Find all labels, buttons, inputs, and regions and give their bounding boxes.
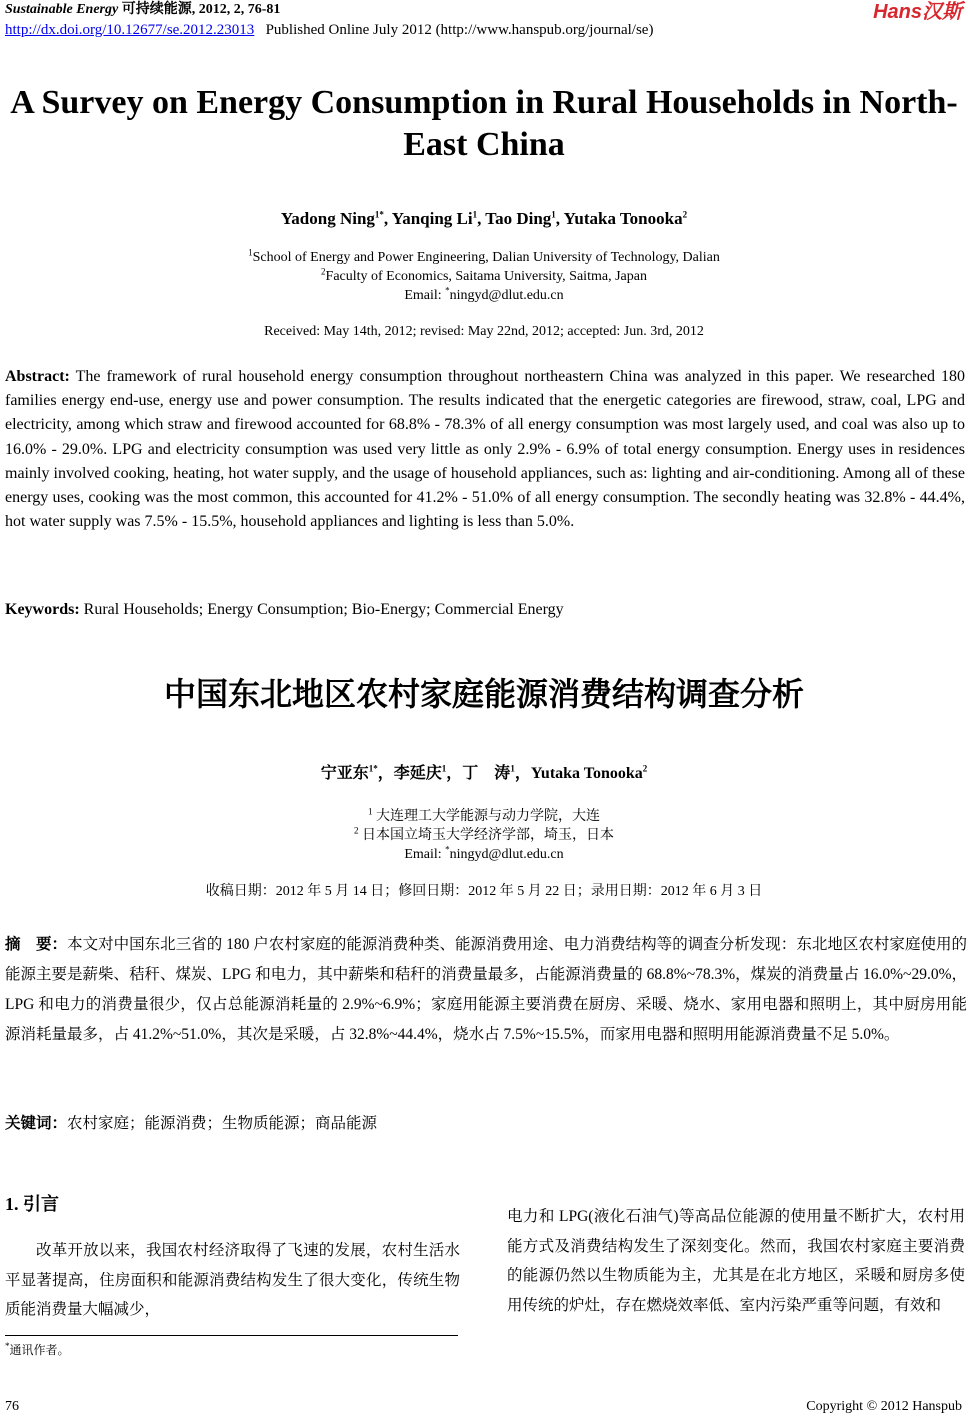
aff-1-sup: 1 bbox=[248, 247, 253, 258]
affiliation-1-cn bbox=[0, 807, 968, 826]
doi-line bbox=[5, 21, 653, 39]
footnote-sup: * bbox=[5, 1341, 10, 1351]
authors-cn bbox=[0, 763, 968, 785]
received-dates-en: Received: May 14th, 2012; revised: May 22nd, 2012; accepted: Jun. 3rd, 2012 bbox=[264, 324, 704, 339]
published-online: Published Online July 2012 (http://www.hanspub.org/journal/se) bbox=[265, 22, 654, 38]
publisher-logo: Hans汉斯 bbox=[873, 1, 962, 23]
author-cn-1: 宁亚东 bbox=[320, 765, 369, 782]
abstract-label: Abstract: bbox=[5, 368, 70, 385]
author-cn-4-sup: 2 bbox=[642, 763, 648, 774]
author-sep: ， bbox=[377, 765, 394, 782]
intro-right-column: 电力和 LPG(液化石油气)等高品位能源的使用量不断扩大，农村用能方式及消费结构发生了深刻变化。然而，我国农村家庭主要消费的能源仍然以生物质能为主，尤其是在北方地区，采暖和厨房多使用传统的炉灶，存在燃烧效率低、室内污染严重等问题，有效和 bbox=[507, 1208, 965, 1314]
author-4: Yutaka Tonooka bbox=[563, 209, 683, 228]
author-1: Yadong Ning bbox=[280, 209, 375, 228]
author-cn-3: 丁 涛 bbox=[462, 765, 511, 782]
affiliation-1-en bbox=[0, 248, 968, 267]
page-number: 76 bbox=[5, 1399, 19, 1414]
footnote-divider bbox=[5, 1335, 458, 1336]
paper-title-cn: 中国东北地区农村家庭能源消费结构调查分析 bbox=[163, 675, 804, 713]
author-cn-1-sup: 1* bbox=[368, 763, 378, 774]
email-address[interactable]: ningyd@dlut.edu.cn bbox=[449, 288, 564, 303]
email-address-cn[interactable]: ningyd@dlut.edu.cn bbox=[449, 847, 564, 862]
author-cn-4: Yutaka Tonooka bbox=[530, 765, 643, 782]
authors-en: Yadong Ning$^{1*}$, Yanqing Li$^1$, Tao Ding$^1$, Yutaka Tonooka$^2$ bbox=[280, 209, 688, 228]
author-4-sup: 2 bbox=[682, 209, 688, 220]
keywords-text: Rural Households; Energy Consumption; Bio-Energy; Commercial Energy bbox=[83, 601, 564, 618]
email-cn bbox=[0, 845, 968, 864]
abstract-cn-label: 摘 要： bbox=[5, 935, 68, 953]
email-sup: * bbox=[445, 285, 450, 296]
author-2: Yanqing Li bbox=[391, 209, 473, 228]
aff-cn-2-text: 日本国立埼玉大学经济学部，埼玉，日本 bbox=[362, 828, 614, 843]
journal-name: Sustainable Energy bbox=[5, 2, 119, 17]
paper-title-en: A Survey on Energy Consumption in Rural Households in North-East China bbox=[10, 84, 958, 163]
journal-issue: , 2012, 2, 76-81 bbox=[191, 2, 281, 17]
keywords-cn bbox=[5, 1111, 965, 1136]
aff-cn-1-text: 大连理工大学能源与动力学院，大连 bbox=[376, 809, 600, 824]
email-en bbox=[0, 286, 968, 305]
email-label-cn: Email: bbox=[404, 847, 446, 862]
received-dates-cn: 收稿日期：2012 年 5 月 14 日；修回日期：2012 年 5 月 22 日；录用日期：2012 年 6 月 3 日 bbox=[205, 884, 763, 899]
intro-left-column: 改革开放以来，我国农村经济取得了飞速的发展，农村生活水平显著提高，住房面积和能源消费结构发生了很大变化，传统生物质能消费量大幅减少， bbox=[5, 1242, 460, 1318]
copyright: Copyright © 2012 Hanspub bbox=[806, 1399, 962, 1414]
author-sep: ， bbox=[514, 765, 531, 782]
abstract-en bbox=[5, 365, 965, 534]
author-sep: ， bbox=[446, 765, 463, 782]
affiliation-2-cn bbox=[0, 826, 968, 845]
aff-2-text: Faculty of Economics, Saitama University, Saitma, Japan bbox=[325, 269, 647, 284]
author-cn-2: 李延庆 bbox=[393, 765, 442, 782]
author-cn-3-sup: 1 bbox=[510, 763, 515, 774]
author-3: Tao Ding bbox=[485, 209, 552, 228]
keywords-cn-label: 关键词： bbox=[5, 1114, 68, 1132]
author-2-sup: 1 bbox=[472, 209, 478, 220]
keywords-en bbox=[5, 598, 965, 622]
abstract-cn bbox=[5, 929, 967, 1050]
section-heading-intro: 1. 引言 bbox=[5, 1194, 59, 1214]
footnote bbox=[5, 1342, 70, 1358]
aff-cn-1-sup: 1 bbox=[368, 806, 373, 817]
abstract-text: The framework of rural household energy consumption throughout northeastern China was analyzed in this paper. We researched 180 families energy end-use, energy use and power consumption. The results indicated that the energetic categories are firewood, straw, coal, LPG and electricity, among which straw and firewood accounted for 68.8% - 78.3% of all energy consumption was most largely used, and coal was also up to 16.0% - 29.0%. LPG and electricity consumption was used very little as only 2.9% - 6.9% of total energy consumption. Energy uses in residences mainly involved cooking, heating, hot water supply, and the usage of household appliances, such as: lighting and air-conditioning. Among all of these energy uses, cooking was the most common, this accounted for 41.2% - 51.0% of all energy consumption. The secondly heating was 32.8% - 44.4%, hot water supply was 7.5% - 15.5%, household appliances and lighting is less than 5.0%. bbox=[5, 368, 965, 531]
aff-cn-2-sup: 2 bbox=[354, 825, 359, 836]
affiliation-2-en bbox=[0, 267, 968, 286]
footnote-text: 通讯作者。 bbox=[9, 1343, 70, 1357]
email-sup-cn: * bbox=[445, 844, 450, 855]
email-label: Email: bbox=[404, 288, 446, 303]
keywords-label: Keywords: bbox=[5, 601, 80, 618]
keywords-cn-text: 农村家庭；能源消费；生物质能源；商品能源 bbox=[67, 1115, 378, 1132]
doi-link[interactable]: http://dx.doi.org/10.12677/se.2012.23013 bbox=[5, 22, 255, 38]
journal-header bbox=[5, 1, 280, 19]
author-cn-2-sup: 1 bbox=[441, 763, 447, 774]
aff-1-text: School of Energy and Power Engineering, Dalian University of Technology, Dalian bbox=[252, 250, 720, 265]
journal-name-cn: 可持续能源 bbox=[121, 2, 192, 17]
aff-2-sup: 2 bbox=[321, 266, 326, 277]
author-1-sup: 1* bbox=[374, 209, 384, 220]
abstract-cn-text: 本文对中国东北三省的 180 户农村家庭的能源消费种类、能源消费用途、电力消费结构等的调查分析发现：东北地区农村家庭使用的能源主要是薪柴、秸秆、煤炭、LPG 和电力，其中薪柴和秸秆的消费量最多，占能源消费量的 68.8%~78.3%，煤炭的消费量占 16.0%~29.0%，LPG 和电力的消费量很少，仅占总能源消耗量的 2.9%~6.9%；家庭用能源主要消费在厨房、采暖、烧水、家用电器和照明上，其中厨房用能源消耗量最多，占 41.2%~51.0%，其次是采暖，占 32.8%~44.4%，烧水占 7.5%~15.5%，而家用电器和照明用能源消费量不足 5.0%。 bbox=[5, 936, 967, 1043]
author-3-sup: 1 bbox=[551, 209, 556, 220]
